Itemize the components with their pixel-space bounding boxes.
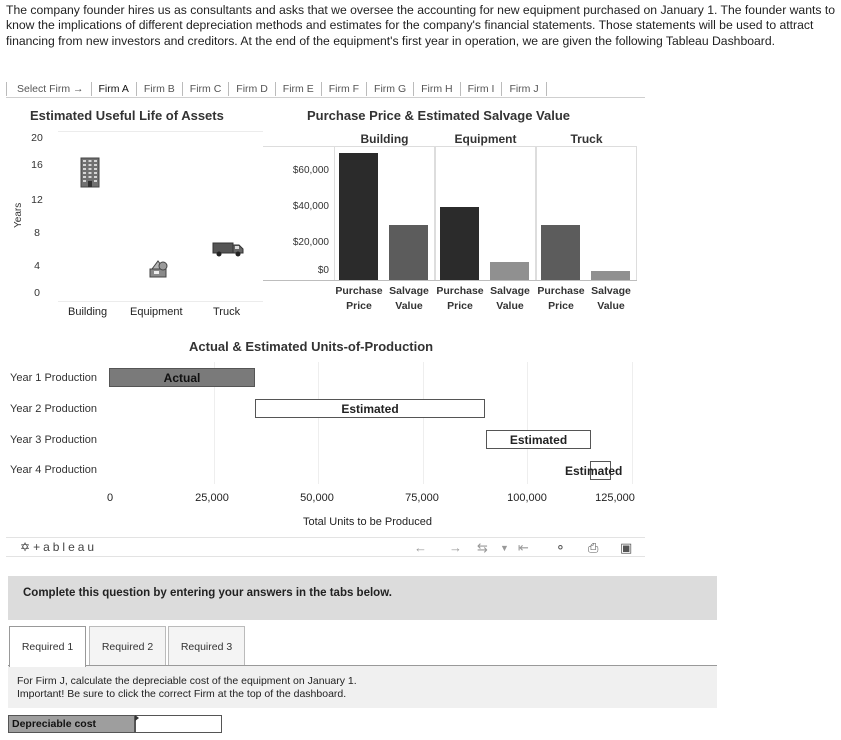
equipment-icon[interactable]: [148, 257, 170, 279]
purchase-y-tick: $0: [317, 265, 329, 276]
firm-tab-g[interactable]: Firm G: [366, 82, 413, 96]
units-x-tick: 50,000: [300, 492, 334, 504]
truck-salvage-bar[interactable]: [591, 271, 630, 280]
building-purchase-bar[interactable]: [339, 153, 378, 280]
purchase-baseline: [263, 280, 637, 281]
useful-life-y-tick: 20: [31, 132, 43, 144]
purchase-y-tick: $60,000: [292, 165, 329, 176]
useful-life-category: Truck: [213, 306, 241, 318]
firm-tab-a[interactable]: Firm A: [91, 82, 136, 96]
purchase-y-tick: $40,000: [292, 201, 329, 212]
tab-required-2[interactable]: Required 2: [89, 626, 166, 666]
useful-life-title: Estimated Useful Life of Assets: [30, 108, 224, 123]
purchase-group-header: Truck: [570, 132, 603, 146]
firm-tab-e[interactable]: Firm E: [275, 82, 321, 96]
reset-icon[interactable]: ⇤: [518, 540, 529, 555]
revert-dropdown-icon[interactable]: ▼: [500, 543, 509, 553]
useful-life-y-axis-title: Years: [13, 202, 24, 228]
units-x-tick: 125,000: [595, 492, 635, 504]
fullscreen-icon[interactable]: ▣: [620, 540, 633, 555]
units-row-label: Year 4 Production: [10, 464, 98, 476]
purchase-x-label: Purchase Price: [335, 285, 383, 312]
units-chart-title: Actual & Estimated Units-of-Production: [189, 339, 434, 354]
useful-life-y-tick: 12: [31, 194, 43, 206]
useful-life-category: Building: [68, 306, 108, 318]
units-row-label: Year 1 Production: [10, 372, 98, 384]
year2-estimated-bar[interactable]: Estimated: [255, 399, 485, 418]
units-x-tick: 75,000: [405, 492, 439, 504]
units-x-tick: 0: [106, 492, 114, 504]
select-firm-label: Select Firm →: [6, 82, 91, 96]
units-x-axis-title: Total Units to be Produced: [303, 516, 433, 528]
salvage-x-label: Salvage Value: [389, 285, 429, 312]
depreciable-cost-input[interactable]: [135, 715, 222, 733]
tableau-logo: ✡+ableau: [20, 540, 98, 554]
year4-estimated-bar[interactable]: Estimated: [590, 461, 611, 480]
question-banner: [8, 576, 717, 620]
download-icon[interactable]: ⎙: [588, 540, 599, 555]
useful-life-y-tick: 0: [34, 287, 40, 299]
question-banner-text: Complete this question by entering your answers in the tabs below.: [23, 587, 392, 599]
units-row-label: Year 3 Production: [10, 434, 98, 446]
purchase-y-tick: $20,000: [292, 237, 329, 248]
intro-paragraph: The company founder hires us as consultants and asks that we oversee the accounting for new equipment purchased on January 1. The founder wants to know the implications of different depreciation methods and estimates for the company's financial statements. Those statements will be used to attract financing from new investors and creditors. At the end of the equipment's first year in operation, we are given the following Tableau Dashboard.: [6, 3, 836, 48]
year1-actual-bar[interactable]: Actual: [109, 368, 255, 387]
useful-life-y-tick: 4: [34, 260, 40, 272]
purchase-chart-title: Purchase Price & Estimated Salvage Value: [307, 108, 571, 123]
firm-tab-c[interactable]: Firm C: [182, 82, 229, 96]
units-x-tick: 25,000: [195, 492, 229, 504]
units-gridline: [527, 362, 528, 484]
revert-icon[interactable]: ⇆: [477, 540, 488, 555]
useful-life-category: Equipment: [130, 306, 183, 318]
purchase-x-label: Purchase Price: [537, 285, 585, 312]
tableau-logo-icon: ✡: [20, 540, 34, 554]
tab-required-3[interactable]: Required 3: [168, 626, 245, 666]
salvage-x-label: Salvage Value: [490, 285, 530, 312]
truck-purchase-bar[interactable]: [541, 225, 580, 280]
undo-icon[interactable]: ←: [414, 540, 427, 555]
firm-tab-f[interactable]: Firm F: [321, 82, 366, 96]
building-salvage-bar[interactable]: [389, 225, 428, 280]
purchase-x-label: Purchase Price: [436, 285, 484, 312]
redo-icon[interactable]: →: [449, 540, 462, 555]
truck-icon[interactable]: [212, 241, 244, 257]
tableau-toolbar: [6, 537, 645, 557]
instruction-important: Important! Be sure to click the correct Firm at the top of the dashboard.: [17, 688, 347, 700]
units-row-label: Year 2 Production: [10, 403, 98, 415]
purchase-group-header: Building: [360, 132, 409, 146]
instruction-box: [8, 666, 717, 708]
units-gridline: [318, 362, 319, 484]
useful-life-y-tick: 16: [31, 159, 43, 171]
depreciable-cost-label: Depreciable cost: [8, 715, 135, 733]
useful-life-y-tick: 8: [34, 227, 40, 239]
firm-selector: [6, 80, 645, 98]
input-marker-icon: [135, 715, 139, 721]
salvage-x-label: Salvage Value: [591, 285, 631, 312]
building-icon[interactable]: [80, 157, 100, 188]
share-icon[interactable]: ⚬: [555, 540, 566, 555]
equipment-salvage-bar[interactable]: [490, 262, 529, 280]
purchase-group-header: Equipment: [454, 132, 517, 146]
firm-tab-d[interactable]: Firm D: [228, 82, 275, 96]
equipment-purchase-bar[interactable]: [440, 207, 479, 280]
firm-tab-i[interactable]: Firm I: [460, 82, 502, 96]
units-x-tick: 100,000: [507, 492, 547, 504]
purchase-axis-top: [263, 146, 334, 147]
units-gridline: [632, 362, 633, 484]
tab-required-1[interactable]: Required 1: [9, 626, 86, 667]
firm-tab-b[interactable]: Firm B: [136, 82, 182, 96]
instruction-line: For Firm J, calculate the depreciable cost of the equipment on January 1.: [17, 675, 357, 687]
year3-estimated-bar[interactable]: Estimated: [486, 430, 591, 449]
units-gridline: [423, 362, 424, 484]
firm-tab-h[interactable]: Firm H: [413, 82, 460, 96]
firm-tab-j[interactable]: Firm J: [501, 82, 546, 96]
